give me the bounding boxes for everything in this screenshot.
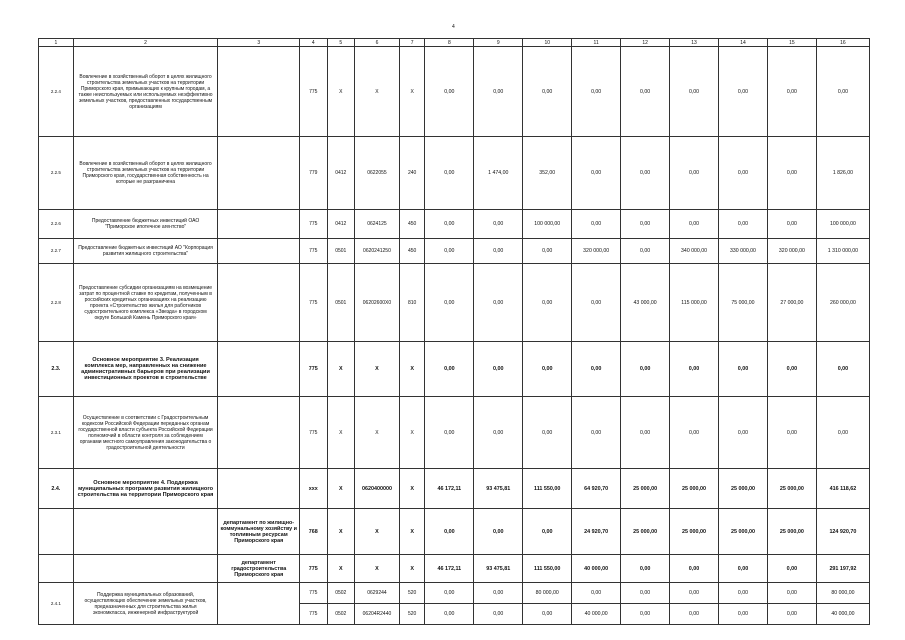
- value-cell: 352,00: [523, 137, 572, 210]
- value-cell: 0,00: [767, 47, 816, 137]
- value-cell: 0,00: [425, 604, 474, 625]
- value-cell: 0,00: [670, 47, 719, 137]
- row-description: Предоставление субсидии организациям на возмещение затрат по процентной ставке по кредитам, полученным в российских кредитных организациях на реализацию проекта «Строительство жилья для работников судостроительного комплекса «Звезда» в городском округе Большой Камень Приморского края»: [73, 264, 218, 342]
- header-cell: 9: [474, 39, 523, 47]
- value-cell: 0622055: [355, 137, 400, 210]
- row-number: 2.4.1: [39, 583, 74, 625]
- value-cell: 25 000,00: [670, 469, 719, 509]
- row-description: Основное мероприятие 3. Реализация комплекса мер, направленных на снижение административных барьеров при реализации инвестиционных проектов в строительстве: [73, 342, 218, 397]
- value-cell: 0,00: [572, 210, 621, 239]
- value-cell: 0,00: [719, 342, 768, 397]
- row-responsible: департамент градостроительства Приморского края: [218, 555, 300, 583]
- value-cell: 0620241250: [355, 239, 400, 264]
- row-number: 2.3.: [39, 342, 74, 397]
- value-cell: 0,00: [670, 583, 719, 604]
- value-cell: X: [399, 469, 424, 509]
- row-responsible: [218, 210, 300, 239]
- value-cell: 775: [300, 47, 328, 137]
- table-row: [39, 397, 870, 469]
- value-cell: 775: [300, 264, 328, 342]
- value-cell: 64 920,70: [572, 469, 621, 509]
- value-cell: 0,00: [474, 47, 523, 137]
- value-cell: 0,00: [767, 555, 816, 583]
- value-cell: 40 000,00: [572, 604, 621, 625]
- value-cell: 0,00: [425, 137, 474, 210]
- value-cell: 06204R2440: [355, 604, 400, 625]
- table-row: [39, 137, 870, 210]
- value-cell: X: [327, 555, 355, 583]
- value-cell: 0624125: [355, 210, 400, 239]
- header-row: [39, 39, 870, 47]
- value-cell: 0,00: [425, 342, 474, 397]
- value-cell: 0,00: [719, 555, 768, 583]
- value-cell: X: [355, 47, 400, 137]
- value-cell: 0,00: [767, 397, 816, 469]
- value-cell: 0,00: [474, 604, 523, 625]
- value-cell: 450: [399, 239, 424, 264]
- row-description: Осуществление в соответствии с Градостроительным кодексом Российской Федерации переданных органам государственной власти субъекта Российской Федерации полномочий в области контроля за соблюдением органами местного самоуправления законодательства о градостроительной деятельности: [73, 397, 218, 469]
- header-cell: 12: [621, 39, 670, 47]
- table-row: [39, 264, 870, 342]
- row-description: Поддержка муниципальных образований, осуществляющих обеспечение земельных участков, предназначенных для строительства жилья экономкласса, инженерной инфраструктурой: [73, 583, 218, 625]
- row-number: 2.2.8: [39, 264, 74, 342]
- value-cell: 775: [300, 239, 328, 264]
- value-cell: 260 000,00: [816, 264, 869, 342]
- value-cell: 0,00: [474, 264, 523, 342]
- value-cell: X: [355, 342, 400, 397]
- value-cell: 0,00: [474, 239, 523, 264]
- value-cell: X: [399, 342, 424, 397]
- value-cell: 0,00: [572, 264, 621, 342]
- value-cell: X: [327, 397, 355, 469]
- row-description: Предоставление бюджетных инвестиций ОАО "Приморское ипотечное агентство": [73, 210, 218, 239]
- value-cell: 25 000,00: [767, 469, 816, 509]
- row-number: 2.2.5: [39, 137, 74, 210]
- value-cell: 0,00: [523, 239, 572, 264]
- value-cell: X: [399, 509, 424, 555]
- row-responsible: [218, 239, 300, 264]
- value-cell: 240: [399, 137, 424, 210]
- value-cell: 0,00: [621, 397, 670, 469]
- value-cell: 0629244: [355, 583, 400, 604]
- value-cell: 320 000,00: [767, 239, 816, 264]
- value-cell: 775: [300, 555, 328, 583]
- value-cell: 24 920,70: [572, 509, 621, 555]
- value-cell: 0,00: [474, 397, 523, 469]
- value-cell: xxx: [300, 469, 328, 509]
- value-cell: 0502: [327, 583, 355, 604]
- row-responsible: департамент по жилищно-коммунальному хозяйству и топливным ресурсам Приморского края: [218, 509, 300, 555]
- header-cell: 11: [572, 39, 621, 47]
- value-cell: 0,00: [572, 342, 621, 397]
- value-cell: 27 000,00: [767, 264, 816, 342]
- row-responsible: [218, 469, 300, 509]
- value-cell: 0,00: [572, 137, 621, 210]
- value-cell: 0,00: [767, 583, 816, 604]
- value-cell: 0,00: [670, 342, 719, 397]
- value-cell: 0,00: [474, 342, 523, 397]
- value-cell: 775: [300, 583, 328, 604]
- row-number: 2.3.1: [39, 397, 74, 469]
- value-cell: 0,00: [816, 397, 869, 469]
- value-cell: X: [399, 47, 424, 137]
- value-cell: X: [327, 47, 355, 137]
- value-cell: 124 920,70: [816, 509, 869, 555]
- value-cell: 0,00: [767, 137, 816, 210]
- value-cell: 0,00: [719, 604, 768, 625]
- value-cell: 0,00: [425, 583, 474, 604]
- value-cell: 80 000,00: [523, 583, 572, 604]
- value-cell: 0,00: [767, 342, 816, 397]
- value-cell: X: [327, 509, 355, 555]
- row-description: [73, 555, 218, 583]
- value-cell: 0502: [327, 604, 355, 625]
- table-row: [39, 583, 870, 604]
- value-cell: 0,00: [425, 397, 474, 469]
- row-number: 2.4.: [39, 469, 74, 509]
- value-cell: 25 000,00: [670, 509, 719, 555]
- value-cell: X: [327, 342, 355, 397]
- value-cell: 0,00: [719, 397, 768, 469]
- row-description: Вовлечение в хозяйственный оборот в целях жилищного строительства земельных участков на территории Приморского края, примыкающих к крупным городам, а также неиспользуемых или используемых неэффективно земельных участков, предоставленных государственным организациям: [73, 47, 218, 137]
- header-cell: 15: [767, 39, 816, 47]
- value-cell: 0412: [327, 210, 355, 239]
- value-cell: 25 000,00: [621, 469, 670, 509]
- value-cell: 0,00: [621, 47, 670, 137]
- value-cell: 0,00: [816, 47, 869, 137]
- value-cell: 0412: [327, 137, 355, 210]
- row-description: Основное мероприятие 4. Поддержка муниципальных программ развития жилищного строительства на территории Приморского края: [73, 469, 218, 509]
- value-cell: 1 310 000,00: [816, 239, 869, 264]
- row-number: 2.2.6: [39, 210, 74, 239]
- value-cell: 100 000,00: [523, 210, 572, 239]
- value-cell: 0,00: [572, 47, 621, 137]
- value-cell: 25 000,00: [767, 509, 816, 555]
- value-cell: 0,00: [670, 604, 719, 625]
- value-cell: 46 172,11: [425, 469, 474, 509]
- value-cell: 0,00: [425, 239, 474, 264]
- value-cell: 0,00: [719, 210, 768, 239]
- value-cell: 1 474,00: [474, 137, 523, 210]
- value-cell: 0,00: [523, 47, 572, 137]
- value-cell: X: [399, 555, 424, 583]
- value-cell: 810: [399, 264, 424, 342]
- value-cell: X: [355, 397, 400, 469]
- value-cell: 25 000,00: [719, 469, 768, 509]
- header-cell: 8: [425, 39, 474, 47]
- value-cell: 1 826,00: [816, 137, 869, 210]
- row-responsible: [218, 342, 300, 397]
- row-responsible: [218, 137, 300, 210]
- value-cell: 25 000,00: [621, 509, 670, 555]
- value-cell: 93 475,81: [474, 555, 523, 583]
- value-cell: X: [399, 397, 424, 469]
- table-row: [39, 239, 870, 264]
- budget-table: [38, 38, 870, 625]
- row-description: [73, 509, 218, 555]
- header-cell: 6: [355, 39, 400, 47]
- value-cell: 330 000,00: [719, 239, 768, 264]
- value-cell: 40 000,00: [816, 604, 869, 625]
- value-cell: 115 000,00: [670, 264, 719, 342]
- value-cell: 0,00: [719, 47, 768, 137]
- value-cell: 775: [300, 397, 328, 469]
- value-cell: 0,00: [621, 555, 670, 583]
- value-cell: 0,00: [572, 397, 621, 469]
- table-row: [39, 210, 870, 239]
- value-cell: 0,00: [816, 342, 869, 397]
- value-cell: X: [355, 509, 400, 555]
- value-cell: 0,00: [719, 137, 768, 210]
- value-cell: 0,00: [425, 47, 474, 137]
- value-cell: 0,00: [523, 342, 572, 397]
- value-cell: 320 000,00: [572, 239, 621, 264]
- row-responsible: [218, 583, 300, 625]
- value-cell: 0,00: [621, 583, 670, 604]
- row-number: [39, 555, 74, 583]
- value-cell: 0,00: [523, 604, 572, 625]
- table-row: [39, 342, 870, 397]
- row-description: Вовлечение в хозяйственный оборот в целях жилищного строительства земельных участков на территории Приморского края, государственная собственность на которые не разграничена: [73, 137, 218, 210]
- value-cell: 06202600X0: [355, 264, 400, 342]
- header-cell: 10: [523, 39, 572, 47]
- value-cell: 0,00: [621, 137, 670, 210]
- row-number: 2.2.7: [39, 239, 74, 264]
- value-cell: 75 000,00: [719, 264, 768, 342]
- value-cell: 43 000,00: [621, 264, 670, 342]
- header-cell: 14: [719, 39, 768, 47]
- value-cell: 775: [300, 342, 328, 397]
- table-row: [39, 555, 870, 583]
- row-description: Предоставление бюджетных инвестиций АО "Корпорация развития жилищного строительства": [73, 239, 218, 264]
- header-cell: 2: [73, 39, 218, 47]
- value-cell: X: [355, 555, 400, 583]
- value-cell: 0501: [327, 264, 355, 342]
- value-cell: 520: [399, 583, 424, 604]
- value-cell: 0,00: [670, 137, 719, 210]
- value-cell: 0,00: [621, 239, 670, 264]
- value-cell: 0,00: [474, 210, 523, 239]
- value-cell: 0,00: [523, 397, 572, 469]
- header-cell: 1: [39, 39, 74, 47]
- value-cell: X: [327, 469, 355, 509]
- value-cell: 450: [399, 210, 424, 239]
- value-cell: 40 000,00: [572, 555, 621, 583]
- value-cell: 0,00: [425, 264, 474, 342]
- value-cell: 768: [300, 509, 328, 555]
- value-cell: 0,00: [621, 342, 670, 397]
- value-cell: 0,00: [474, 509, 523, 555]
- value-cell: 46 172,11: [425, 555, 474, 583]
- value-cell: 291 197,92: [816, 555, 869, 583]
- header-cell: 5: [327, 39, 355, 47]
- value-cell: 0,00: [719, 583, 768, 604]
- value-cell: 0,00: [523, 264, 572, 342]
- value-cell: 93 475,81: [474, 469, 523, 509]
- value-cell: 775: [300, 210, 328, 239]
- value-cell: 0,00: [523, 509, 572, 555]
- value-cell: 0,00: [670, 397, 719, 469]
- value-cell: 111 550,00: [523, 555, 572, 583]
- value-cell: 0501: [327, 239, 355, 264]
- header-cell: 16: [816, 39, 869, 47]
- table-row: [39, 469, 870, 509]
- row-responsible: [218, 264, 300, 342]
- header-cell: 4: [300, 39, 328, 47]
- header-cell: 13: [670, 39, 719, 47]
- header-cell: 7: [399, 39, 424, 47]
- value-cell: 0,00: [621, 210, 670, 239]
- value-cell: 0620400000: [355, 469, 400, 509]
- value-cell: 100 000,00: [816, 210, 869, 239]
- value-cell: 416 118,62: [816, 469, 869, 509]
- row-responsible: [218, 397, 300, 469]
- value-cell: 80 000,00: [816, 583, 869, 604]
- row-responsible: [218, 47, 300, 137]
- value-cell: 779: [300, 137, 328, 210]
- value-cell: 0,00: [425, 509, 474, 555]
- value-cell: 0,00: [572, 583, 621, 604]
- value-cell: 0,00: [767, 210, 816, 239]
- value-cell: 0,00: [425, 210, 474, 239]
- row-number: [39, 509, 74, 555]
- value-cell: 520: [399, 604, 424, 625]
- value-cell: 0,00: [767, 604, 816, 625]
- value-cell: 111 550,00: [523, 469, 572, 509]
- table-row: [39, 47, 870, 137]
- page-number: 4: [452, 24, 455, 30]
- value-cell: 25 000,00: [719, 509, 768, 555]
- value-cell: 0,00: [621, 604, 670, 625]
- value-cell: 340 000,00: [670, 239, 719, 264]
- row-number: 2.2.4: [39, 47, 74, 137]
- value-cell: 0,00: [670, 210, 719, 239]
- value-cell: 775: [300, 604, 328, 625]
- value-cell: 0,00: [474, 583, 523, 604]
- header-cell: 3: [218, 39, 300, 47]
- table-row: [39, 509, 870, 555]
- value-cell: 0,00: [670, 555, 719, 583]
